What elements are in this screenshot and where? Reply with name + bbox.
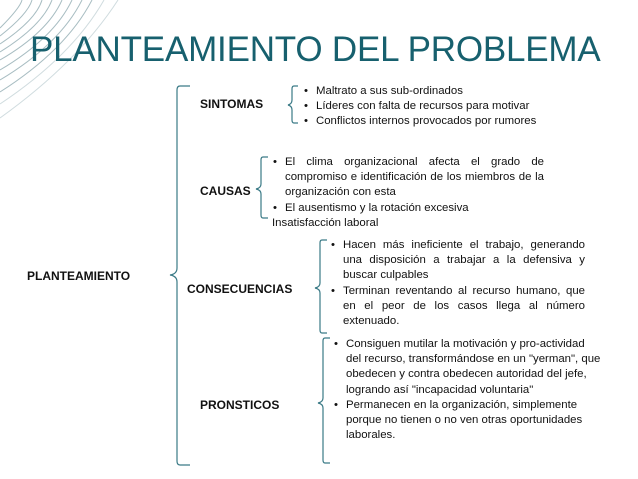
pronsticos-list — [333, 337, 603, 443]
list-item: • El clima organizacional afecta el grado de compromiso e identificación de los miembros de la organización con esta — [272, 155, 544, 201]
list-item: • Hacen más ineficiente el trabajo, generando una disposición a trabajar a la defensiva y buscar culpables — [330, 238, 585, 284]
causas-bracket — [256, 157, 268, 218]
list-item: • Líderes con falta de recursos para motivar — [303, 99, 573, 114]
pronsticos-bracket — [318, 338, 330, 463]
pronsticos-label: PRONSTICOS — [200, 398, 280, 412]
consecuencias-list — [330, 238, 585, 329]
sintomas-list — [303, 84, 573, 130]
root-label: PLANTEAMIENTO — [27, 269, 131, 283]
list-item: • Terminan reventando al recurso humano, que en el peor de los casos llega al número extenuado. — [330, 284, 585, 330]
causas-list — [272, 155, 544, 231]
sintomas-label: SINTOMAS — [200, 97, 264, 111]
main-bracket — [170, 86, 190, 465]
sintomas-bracket — [288, 86, 298, 123]
list-item: • El ausentismo y la rotación excesiva — [272, 201, 544, 216]
page-title: PLANTEAMIENTO DEL PROBLEMA — [30, 30, 601, 69]
list-item: • Conflictos internos provocados por rumores — [303, 114, 573, 129]
list-item: • Permanecen en la organización, simplemente porque no tienen o no ven otras oportunidades laborales. — [333, 398, 603, 444]
consecuencias-bracket — [315, 240, 327, 333]
list-item: • Maltrato a sus sub-ordinados — [303, 84, 573, 99]
causas-label: CAUSAS — [200, 184, 251, 198]
causas-extra: Insatisfacción laboral — [272, 216, 379, 229]
list-item: • Consiguen mutilar la motivación y pro-actividad del recurso, transformándose en un "yerman", que obedecen y contra obedecen autoridad del jefe, logrando así "incapacidad voluntaria" — [333, 337, 603, 398]
consecuencias-label: CONSECUENCIAS — [187, 282, 293, 296]
